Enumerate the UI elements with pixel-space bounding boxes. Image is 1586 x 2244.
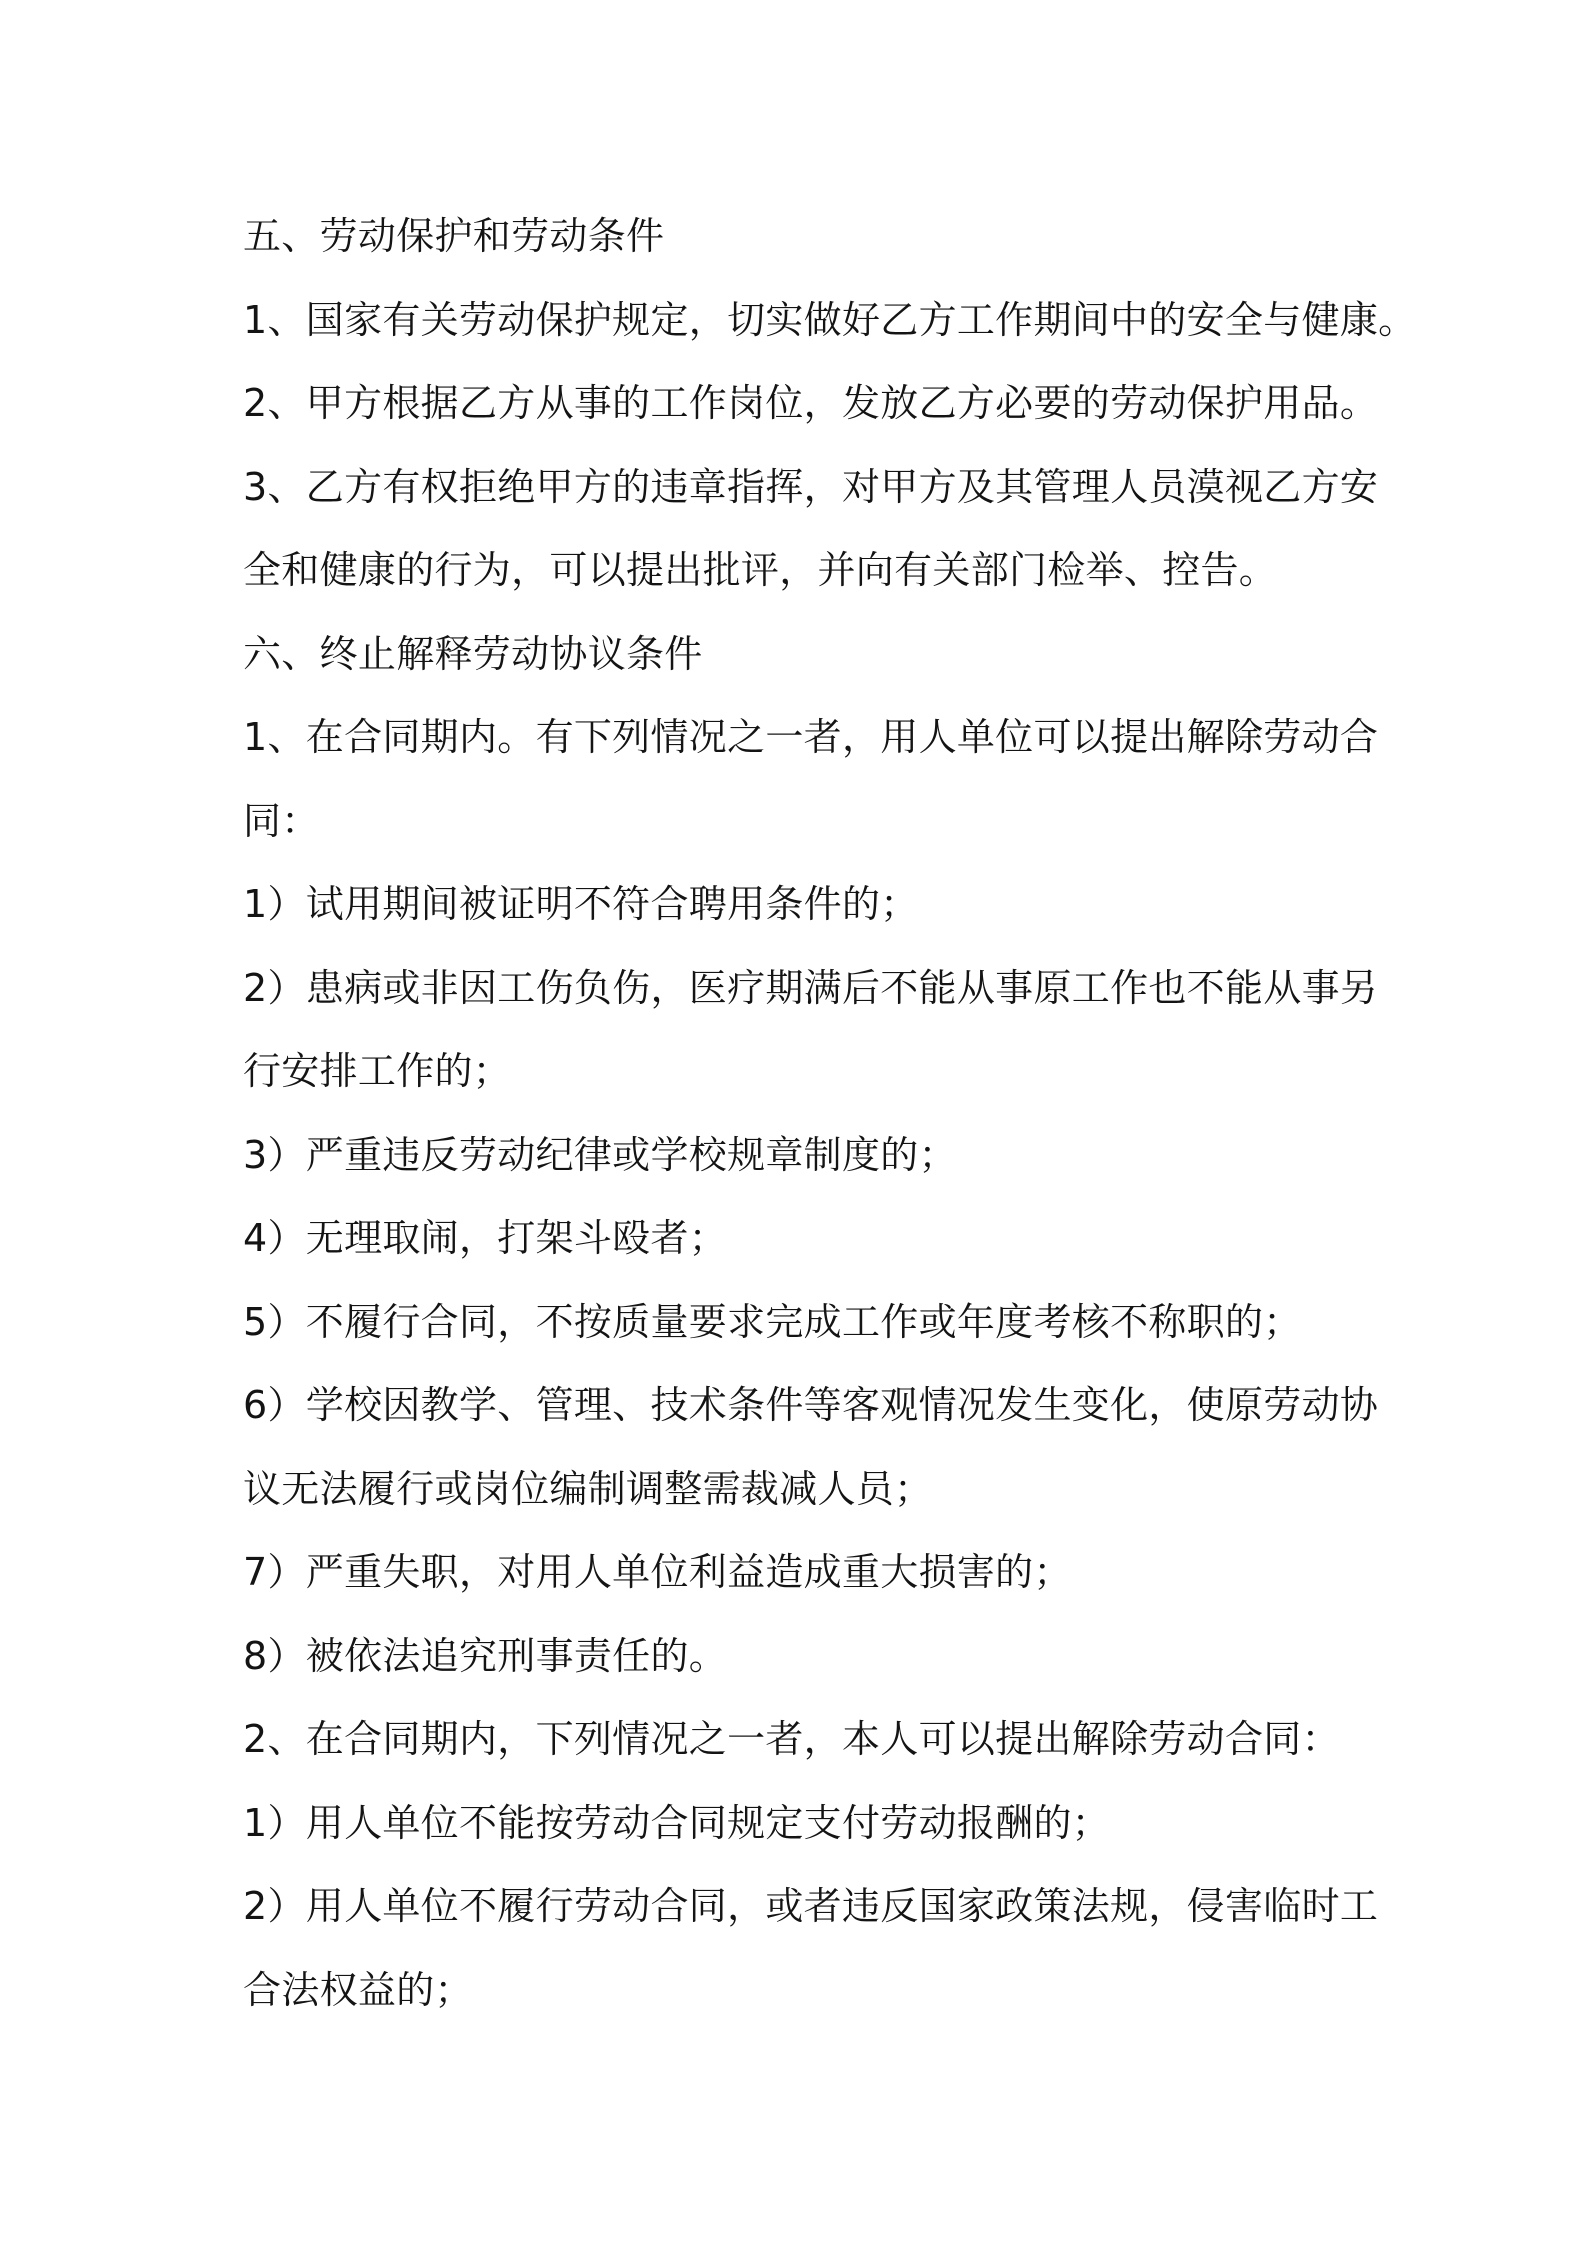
clause-line: 2、在合同期内，下列情况之一者，本人可以提出解除劳动合同： [243, 1717, 1340, 1761]
list-item: 2）患病或非因工伤负伤，医疗期满后不能从事原工作也不能从事另 [243, 965, 1379, 1010]
clause-line: 全和健康的行为，可以提出批评，并向有关部门检举、控告。 [243, 548, 1278, 592]
section-heading-termination: 六、终止解释劳动协议条件 [243, 631, 703, 676]
list-item: 行安排工作的； [243, 1049, 512, 1093]
list-item: 2）用人单位不履行劳动合同，或者违反国家政策法规，侵害临时工 [243, 1884, 1379, 1928]
list-item: 5）不履行合同，不按质量要求完成工作或年度考核不称职的； [243, 1299, 1302, 1344]
list-item: 3）严重违反劳动纪律或学校规章制度的； [243, 1132, 957, 1177]
list-item: 1）试用期间被证明不符合聘用条件的； [243, 882, 919, 926]
list-item: 6）学校因教学、管理、技术条件等客观情况发生变化，使原劳动协 [243, 1383, 1379, 1427]
clause-line: 同： [243, 798, 320, 843]
list-item: 议无法履行或岗位编制调整需裁减人员； [243, 1466, 933, 1511]
list-item: 7）严重失职，对用人单位利益造成重大损害的； [243, 1550, 1072, 1594]
list-item: 合法权益的； [243, 1967, 473, 2012]
clause-line: 1、国家有关劳动保护规定，切实做好乙方工作期间中的安全与健康。 [243, 297, 1417, 342]
document-body [243, 195, 1417, 2032]
clause-line: 2、甲方根据乙方从事的工作岗位，发放乙方必要的劳动保护用品。 [243, 381, 1379, 425]
list-item: 8）被依法追究刑事责任的。 [243, 1633, 728, 1678]
list-item: 4）无理取闹，打架斗殴者； [243, 1216, 728, 1260]
clause-line: 1、在合同期内。有下列情况之一者，用人单位可以提出解除劳动合 [243, 715, 1379, 759]
section-heading-labor-protection: 五、劳动保护和劳动条件 [243, 214, 665, 258]
list-item: 1）用人单位不能按劳动合同规定支付劳动报酬的； [243, 1800, 1111, 1845]
clause-line: 3、乙方有权拒绝甲方的违章指挥，对甲方及其管理人员漠视乙方安 [243, 464, 1379, 509]
